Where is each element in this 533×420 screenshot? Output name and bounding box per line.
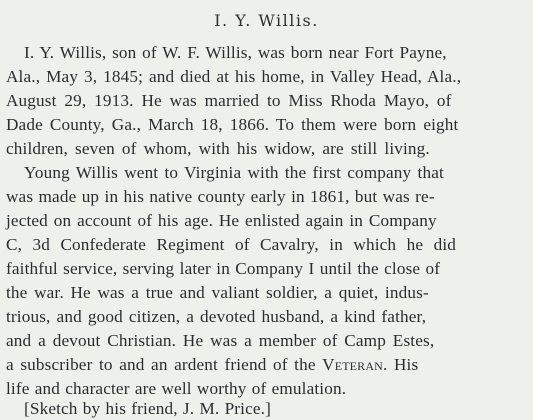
text-line-13: and a devout Christian. He was a member of Camp Estes,: [6, 331, 435, 350]
text-line-16: [Sketch by his friend, J. M. Price.]: [24, 399, 271, 418]
text-line-8: jected on account of his age. He enlisted again in Company: [6, 211, 437, 230]
article-heading: I. Y. Willis.: [214, 11, 319, 30]
text-line-15: life and character are well worthy of emulation.: [6, 379, 347, 398]
text-line-10: faithful service, serving later in Company I until the close of: [6, 259, 441, 278]
text-line-2: Ala., May 3, 1845; and died at his home, in Valley Head, Ala.,: [6, 67, 462, 86]
text-line-1: I. Y. Willis, son of W. F. Willis, was born near Fort Payne,: [24, 43, 447, 62]
text-line-12: trious, and good citizen, a devoted husband, a kind father,: [6, 307, 427, 326]
text-line-14-end: His: [393, 355, 419, 374]
text-line-9: C, 3d Confederate Regiment of Cavalry, in which he did: [6, 235, 456, 254]
text-line-6: Young Willis went to Virginia with the first company that: [24, 163, 444, 182]
text-line-4: Dade County, Ga., March 18, 1866. To them were born eight: [6, 115, 459, 134]
text-line-14: [6, 354, 418, 376]
text-line-3: August 29, 1913. He was married to Miss Rhoda Mayo, of: [6, 91, 452, 110]
veteran-small-caps: Veteran.: [322, 355, 388, 374]
text-line-11: the war. He was a true and valiant soldier, a quiet, indus-: [6, 283, 429, 302]
text-line-14-start: a subscriber to and an ardent friend of the: [6, 355, 316, 374]
text-line-7: was made up in his native county early in 1861, but was re-: [6, 187, 435, 206]
text-line-5: children, seven of whom, with his widow, are still living.: [6, 139, 430, 158]
